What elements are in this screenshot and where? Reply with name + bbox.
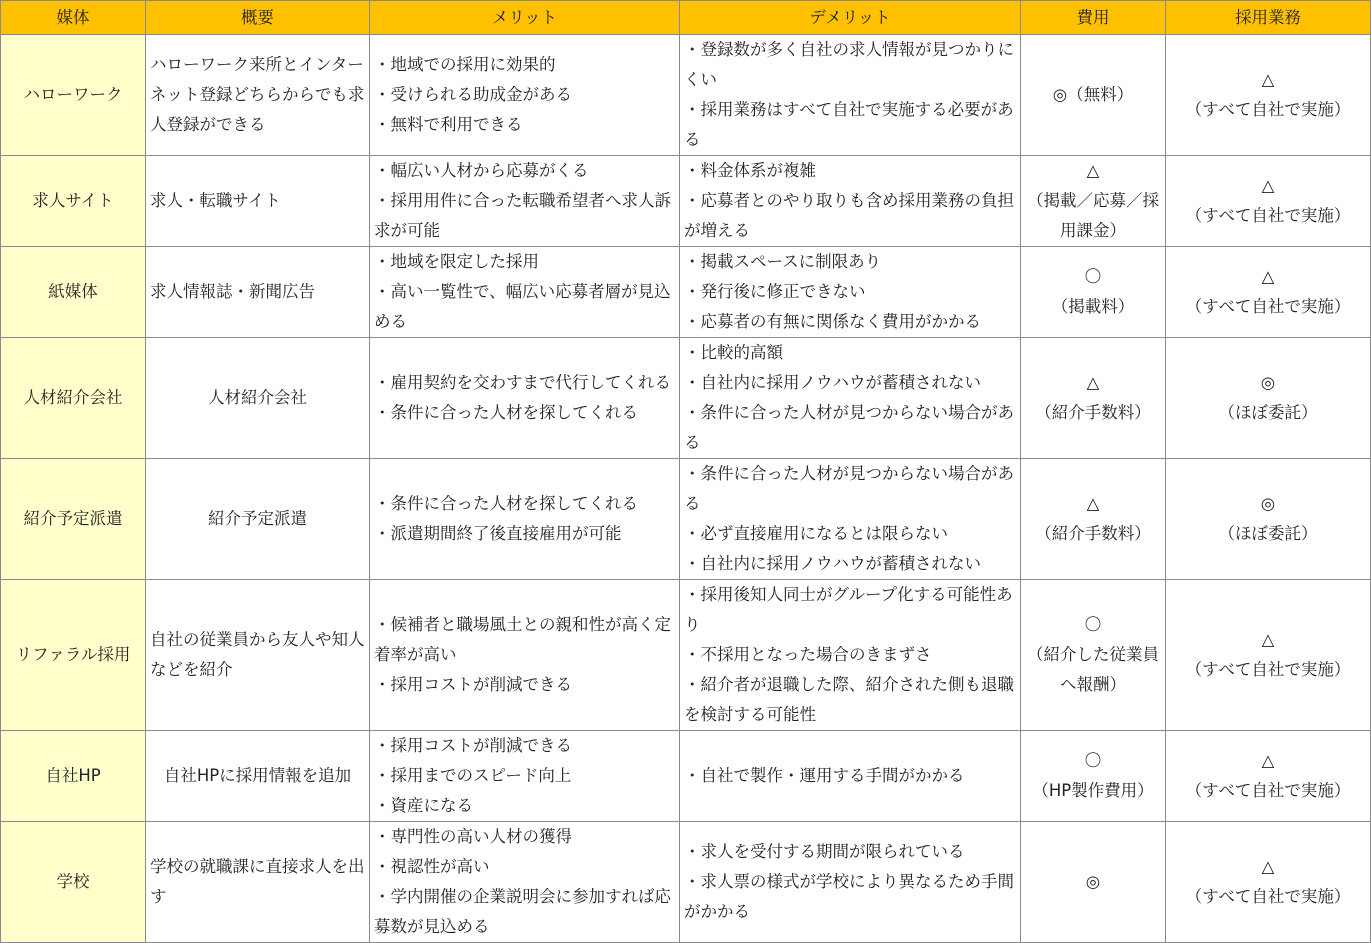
merit-item: ・高い一覧性で、幅広い応募者層が見込める: [374, 282, 671, 331]
work-rating: ◎: [1260, 373, 1276, 392]
work-rating: △: [1261, 857, 1275, 876]
demerit-item: ・条件に合った人材が見つからない場合がある: [684, 403, 1014, 452]
work-cell: [1166, 731, 1371, 822]
media-cell: 紹介予定派遣: [1, 459, 146, 580]
merits-cell: [370, 338, 680, 459]
overview-cell: 自社の従業員から友人や知人などを紹介: [146, 580, 370, 731]
merits-cell: [370, 156, 680, 247]
work-note: （すべて自社で実施）: [1185, 781, 1351, 800]
media-cell: 自社HP: [1, 731, 146, 822]
merit-item: ・受けられる助成金がある: [374, 85, 572, 104]
demerit-item: ・発行後に修正できない: [684, 282, 866, 301]
demerit-item: ・採用後知人同士がグループ化する可能性あり: [684, 585, 1013, 634]
cost-rating: △: [1086, 494, 1100, 513]
work-note: （ほぼ委託）: [1218, 524, 1318, 543]
header-merits: メリット: [370, 1, 680, 35]
overview-cell: ハローワーク来所とインターネット登録どちらからでも求人登録ができる: [146, 35, 370, 156]
cost-rating: 〇: [1084, 751, 1102, 770]
header-demerits: デメリット: [680, 1, 1021, 35]
work-rating: △: [1261, 176, 1275, 195]
media-cell: 紙媒体: [1, 247, 146, 338]
merit-item: ・視認性が高い: [374, 857, 490, 876]
work-cell: [1166, 338, 1371, 459]
work-note: （ほぼ委託）: [1218, 403, 1318, 422]
table-row: [1, 156, 1371, 247]
cost-note: （紹介手数料）: [1035, 403, 1151, 422]
demerit-item: ・料金体系が複雑: [684, 161, 816, 180]
merit-item: ・資産になる: [374, 796, 473, 815]
merit-item: ・学内開催の企業説明会に参加すれば応募数が見込める: [374, 887, 671, 936]
demerit-item: ・条件に合った人材が見つからない場合がある: [684, 464, 1014, 513]
work-cell: [1166, 156, 1371, 247]
work-rating: △: [1261, 751, 1275, 770]
work-cell: [1166, 822, 1371, 943]
table-row: [1, 580, 1371, 731]
header-row: [1, 1, 1371, 35]
demerit-item: ・掲載スペースに制限あり: [684, 252, 882, 271]
merits-cell: [370, 580, 680, 731]
merit-item: ・条件に合った人材を探してくれる: [374, 403, 638, 422]
demerit-item: ・採用業務はすべて自社で実施する必要がある: [684, 100, 1014, 149]
demerit-item: ・応募者の有無に関係なく費用がかかる: [684, 312, 981, 331]
work-note: （すべて自社で実施）: [1185, 206, 1351, 225]
demerits-cell: [680, 580, 1021, 731]
cost-rating: △: [1086, 161, 1100, 180]
overview-cell: 人材紹介会社: [146, 338, 370, 459]
table-row: [1, 338, 1371, 459]
demerits-cell: [680, 822, 1021, 943]
cost-cell: [1021, 35, 1166, 156]
cost-note: （紹介した従業員へ報酬）: [1027, 645, 1159, 694]
merits-cell: [370, 822, 680, 943]
work-rating: ◎: [1260, 494, 1276, 513]
cost-note: （掲載／応募／採用課金）: [1027, 191, 1159, 240]
merit-item: ・派遣期間終了後直接雇用が可能: [374, 524, 622, 543]
work-cell: [1166, 580, 1371, 731]
merit-item: ・採用用件に合った転職希望者へ求人訴求が可能: [374, 191, 671, 240]
work-cell: [1166, 247, 1371, 338]
demerits-cell: [680, 156, 1021, 247]
cost-cell: [1021, 459, 1166, 580]
cost-note: （掲載料）: [1051, 297, 1135, 316]
cost-cell: [1021, 731, 1166, 822]
cost-note: （HP製作費用）: [1032, 781, 1154, 800]
work-cell: [1166, 459, 1371, 580]
media-cell: 求人サイト: [1, 156, 146, 247]
work-cell: [1166, 35, 1371, 156]
merits-cell: [370, 731, 680, 822]
demerit-item: ・自社内に採用ノウハウが蓄積されない: [684, 373, 981, 392]
overview-cell: 学校の就職課に直接求人を出す: [146, 822, 370, 943]
demerit-item: ・求人票の様式が学校により異なるため手間がかかる: [684, 872, 1014, 921]
table-row: [1, 35, 1371, 156]
merits-cell: [370, 459, 680, 580]
merit-item: ・採用コストが削減できる: [374, 736, 572, 755]
table-row: [1, 822, 1371, 943]
demerits-cell: [680, 247, 1021, 338]
media-cell: 学校: [1, 822, 146, 943]
cost-rating: 〇: [1084, 615, 1102, 634]
merit-item: ・雇用契約を交わすまで代行してくれる: [374, 373, 671, 392]
merit-item: ・採用までのスピード向上: [374, 766, 572, 785]
cost-cell: [1021, 247, 1166, 338]
header-overview: 概要: [146, 1, 370, 35]
header-work: 採用業務: [1166, 1, 1371, 35]
media-cell: 人材紹介会社: [1, 338, 146, 459]
merit-item: ・条件に合った人材を探してくれる: [374, 494, 638, 513]
merit-item: ・地域を限定した採用: [374, 252, 539, 271]
work-note: （すべて自社で実施）: [1185, 297, 1351, 316]
demerits-cell: [680, 35, 1021, 156]
demerits-cell: [680, 338, 1021, 459]
work-rating: △: [1261, 630, 1275, 649]
merit-item: ・地域での採用に効果的: [374, 55, 556, 74]
table-row: [1, 731, 1371, 822]
table-row: [1, 247, 1371, 338]
header-cost: 費用: [1021, 1, 1166, 35]
demerit-item: ・必ず直接雇用になるとは限らない: [684, 524, 948, 543]
cost-cell: [1021, 580, 1166, 731]
table-row: [1, 459, 1371, 580]
header-media: 媒体: [1, 1, 146, 35]
cost-cell: [1021, 822, 1166, 943]
demerit-item: ・登録数が多く自社の求人情報が見つかりにくい: [684, 40, 1014, 89]
work-rating: △: [1261, 70, 1275, 89]
cost-rating: ◎: [1085, 872, 1101, 891]
demerits-cell: [680, 459, 1021, 580]
cost-cell: [1021, 156, 1166, 247]
demerit-item: ・自社内に採用ノウハウが蓄積されない: [684, 554, 981, 573]
work-note: （すべて自社で実施）: [1185, 660, 1351, 679]
cost-rating: ◎（無料）: [1052, 85, 1134, 104]
merit-item: ・専門性の高い人材の獲得: [374, 827, 572, 846]
overview-cell: 自社HPに採用情報を追加: [146, 731, 370, 822]
demerit-item: ・不採用となった場合のきまずさ: [684, 645, 932, 664]
demerit-item: ・比較的高額: [684, 343, 783, 362]
cost-rating: △: [1086, 373, 1100, 392]
media-cell: ハローワーク: [1, 35, 146, 156]
overview-cell: 求人・転職サイト: [146, 156, 370, 247]
work-note: （すべて自社で実施）: [1185, 887, 1351, 906]
work-note: （すべて自社で実施）: [1185, 100, 1351, 119]
cost-rating: 〇: [1084, 267, 1102, 286]
cost-cell: [1021, 338, 1166, 459]
merit-item: ・無料で利用できる: [374, 115, 523, 134]
media-cell: リファラル採用: [1, 580, 146, 731]
demerit-item: ・応募者とのやり取りも含め採用業務の負担が増える: [684, 191, 1014, 240]
merits-cell: [370, 35, 680, 156]
merit-item: ・幅広い人材から応募がくる: [374, 161, 589, 180]
demerits-cell: [680, 731, 1021, 822]
overview-cell: 紹介予定派遣: [146, 459, 370, 580]
cost-note: （紹介手数料）: [1035, 524, 1151, 543]
work-rating: △: [1261, 267, 1275, 286]
overview-cell: 求人情報誌・新聞広告: [146, 247, 370, 338]
merit-item: ・採用コストが削減できる: [374, 675, 572, 694]
demerit-item: ・自社で製作・運用する手間がかかる: [684, 766, 965, 785]
demerit-item: ・求人を受付する期間が限られている: [684, 842, 965, 861]
demerit-item: ・紹介者が退職した際、紹介された側も退職を検討する可能性: [684, 675, 1014, 724]
merit-item: ・候補者と職場風土との親和性が高く定着率が高い: [374, 615, 671, 664]
merits-cell: [370, 247, 680, 338]
